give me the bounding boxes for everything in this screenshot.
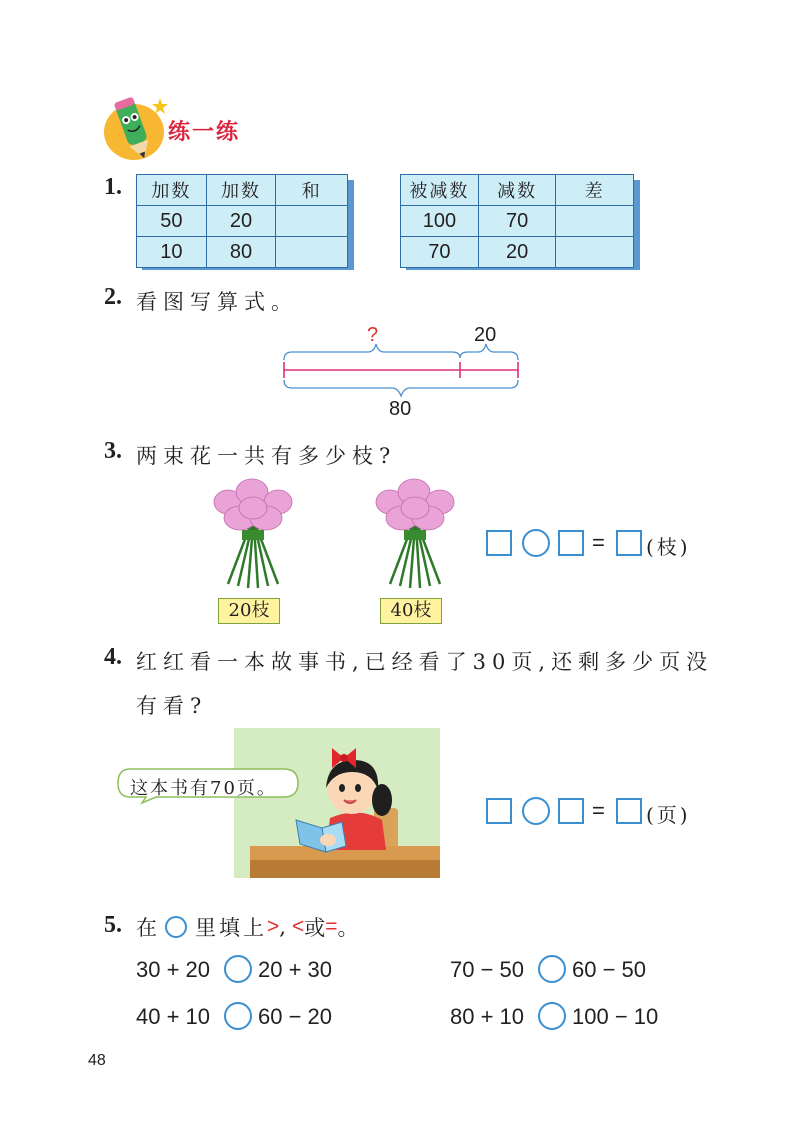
expr-right: 100 − 10 [572,1004,659,1029]
table-header: 被减数 [401,175,479,206]
flower-bouquet-icon [370,476,460,592]
question-5-number: 5. [104,912,122,938]
question-1-number: 1. [104,174,122,200]
q5-prefix: 在 [136,916,157,940]
compare-circle[interactable] [538,955,566,983]
equals-symbol: = [325,915,338,938]
table-cell: 70 [401,237,479,268]
table-header: 加数 [137,175,207,206]
answer-cell[interactable] [556,237,634,268]
table-cell: 50 [137,206,207,237]
q5-period: 。 [337,916,359,940]
diagram-total-label: 80 [389,398,412,420]
result-box[interactable] [616,798,642,824]
equals-sign: = [592,798,605,823]
expr-left: 80 + 10 [450,1004,525,1029]
table-header: 差 [556,175,634,206]
answer-box-2[interactable] [558,530,584,556]
operator-circle[interactable] [522,529,550,557]
table-header: 和 [276,175,348,206]
answer-box-1[interactable] [486,798,512,824]
question-3-number: 3. [104,438,122,464]
circle-icon [165,916,187,938]
less-than-symbol: < [291,915,305,938]
compare-circle[interactable] [224,955,252,983]
question-4-text-line2: 有看? [136,694,208,718]
bouquet-2-label: 40枝 [380,598,442,624]
page-number: 48 [88,1052,106,1069]
bouquet-1-label: 20枝 [218,598,280,624]
table-header: 减数 [478,175,556,206]
answer-box-1[interactable] [486,530,512,556]
table-cell: 70 [478,206,556,237]
question-2-number: 2. [104,284,122,310]
table-cell: 100 [401,206,479,237]
table-cell: 20 [206,206,276,237]
table-cell: 10 [137,237,207,268]
question-3-text: 两束花一共有多少枝? [136,444,397,468]
q5-or: 或 [304,916,326,940]
answer-cell[interactable] [276,237,348,268]
expr-left: 30 + 20 [136,957,211,982]
expr-right: 20 + 30 [258,957,333,982]
table-cell: 80 [206,237,276,268]
table-cell: 20 [478,237,556,268]
unit-label: (枝) [646,535,691,559]
answer-cell[interactable] [276,206,348,237]
diagram-part-label: 20 [474,324,497,346]
result-box[interactable] [616,530,642,556]
expr-right: 60 − 50 [572,957,647,982]
expr-right: 60 − 20 [258,1004,333,1029]
diagram-unknown-label: ? [367,324,379,346]
question-5-text [136,912,358,942]
speech-text: 这本书有70页。 [130,778,277,799]
question-4-number: 4. [104,644,122,670]
table-header: 加数 [206,175,276,206]
flower-bouquet-icon [208,476,298,592]
expr-left: 40 + 10 [136,1004,211,1029]
operator-circle[interactable] [522,797,550,825]
compare-circle[interactable] [224,1002,252,1030]
pencil-mascot-icon [100,92,176,164]
question-2-text: 看图写算式。 [136,290,298,314]
compare-circle[interactable] [538,1002,566,1030]
question-4-text-line1: 红红看一本故事书,已经看了30页,还剩多少页没 [136,650,714,674]
greater-than-symbol: > [267,915,280,938]
expr-left: 70 − 50 [450,957,525,982]
q5-middle: 里填上 [195,916,267,940]
equals-sign: = [592,530,605,555]
answer-cell[interactable] [556,206,634,237]
unit-label: (页) [646,803,691,827]
q5-comma: , [279,915,286,939]
subtraction-table [400,174,640,270]
section-title: 练一练 [168,119,241,145]
addition-table [136,174,354,270]
answer-box-2[interactable] [558,798,584,824]
